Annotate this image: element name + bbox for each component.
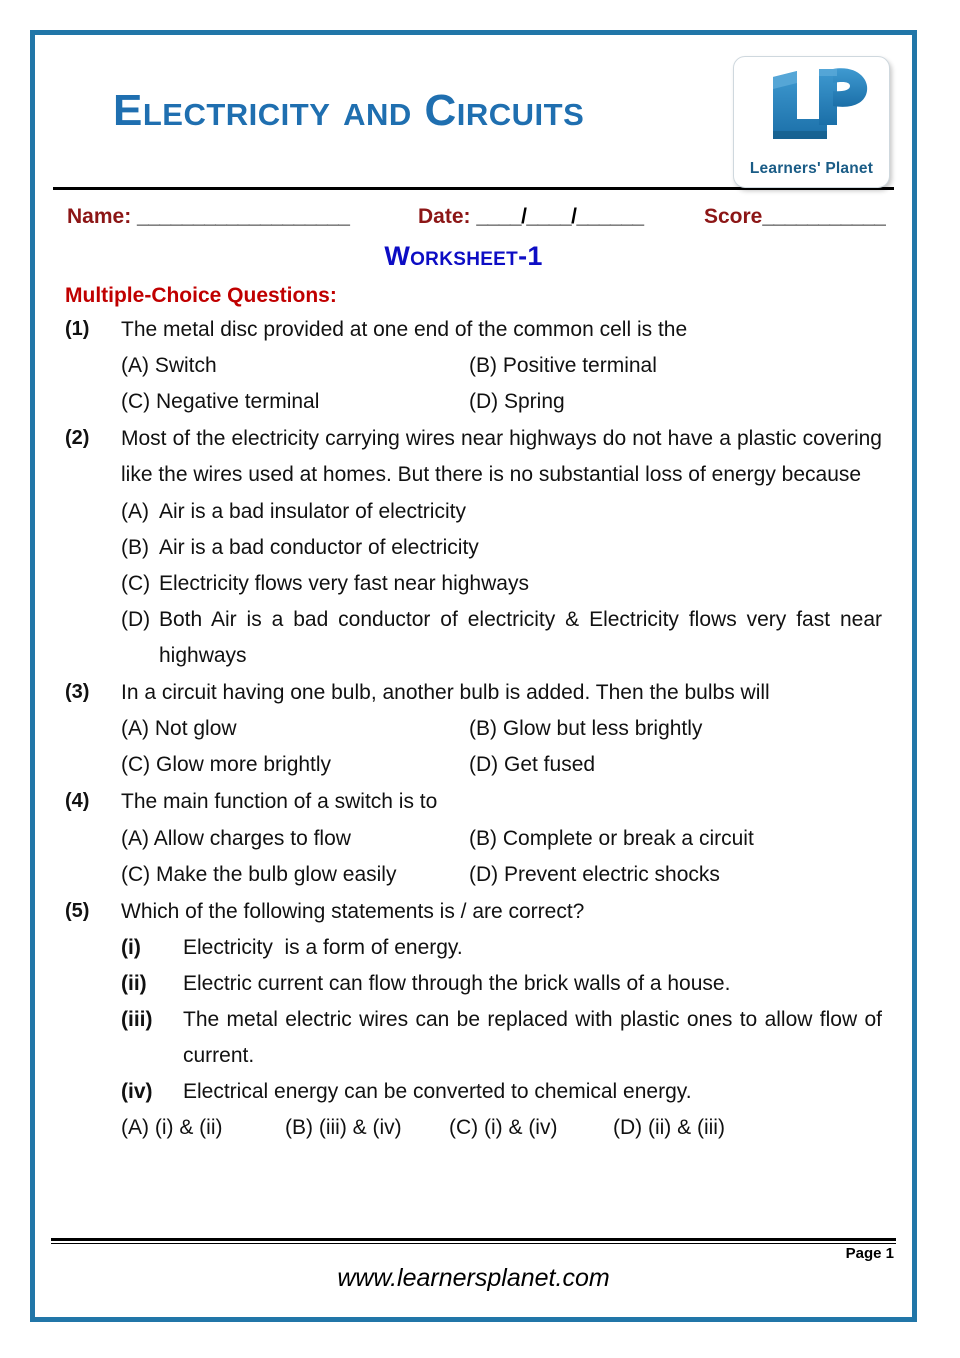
statement-text: Electrical energy can be converted to chemical energy.: [183, 1080, 692, 1104]
option-tag: (A): [121, 354, 149, 378]
question-3-option-d[interactable]: [469, 747, 882, 783]
page-footer: [51, 1238, 896, 1309]
question-4-option-a[interactable]: [121, 821, 469, 857]
question-4-option-d[interactable]: [469, 857, 882, 893]
statement-tag: (ii): [121, 971, 147, 995]
question-1-number: (1): [65, 318, 90, 340]
statement-tag: (iv): [121, 1080, 153, 1104]
question-4-text: The main function of a switch is to: [121, 790, 438, 814]
question-2-number: (2): [65, 427, 90, 450]
question-4-option-c[interactable]: [121, 857, 469, 893]
question-5-option-b[interactable]: (B) (iii) & (iv): [285, 1116, 402, 1140]
option-tag: (C): [121, 753, 151, 777]
option-text: Air is a bad conductor of electricity: [159, 535, 479, 559]
question-5-statement-ii: [121, 966, 882, 1002]
question-3-option-b[interactable]: [469, 711, 882, 747]
name-blank[interactable]: ___________________: [137, 205, 350, 228]
option-text: Not glow: [154, 717, 237, 741]
page-title: Electricity and Circuits: [113, 86, 585, 135]
statement-text: The metal electric wires can be replaced with plastic ones to allow flow of current.: [183, 1008, 888, 1068]
option-text: Positive terminal: [502, 354, 657, 378]
question-2-option-c[interactable]: [121, 566, 882, 602]
question-2-options: [121, 494, 882, 675]
option-tag: (B): [121, 535, 149, 559]
question-3-options: [121, 711, 882, 783]
question-1-options: [121, 348, 882, 420]
worksheet-subtitle: Worksheet-1: [384, 241, 543, 271]
option-text: Allow charges to flow: [153, 826, 351, 850]
option-text: Spring: [504, 390, 565, 414]
question-2-option-a[interactable]: [121, 494, 882, 530]
footer-divider-thick: [51, 1238, 896, 1241]
score-label: Score: [704, 205, 763, 228]
question-1-text: The metal disc provided at one end of the common cell is the: [121, 318, 688, 341]
student-info-row: [51, 201, 896, 245]
name-label: Name:: [67, 205, 132, 228]
lp-monogram-icon: [734, 63, 889, 151]
question-2-text: Most of the electricity carrying wires near highways do not have a plastic covering like the wires used at homes. But there is no substantial loss of energy because: [121, 427, 882, 487]
question-2: [65, 421, 882, 674]
score-blank[interactable]: ___________: [762, 205, 886, 228]
question-5-statement-iii: [121, 1002, 888, 1074]
question-1-option-d[interactable]: [469, 384, 882, 420]
worksheet-page: [30, 30, 917, 1322]
section-heading: Multiple-Choice Questions:: [65, 284, 337, 307]
option-text: Negative terminal: [156, 390, 320, 414]
learners-planet-logo: [733, 56, 890, 188]
question-5-answer-options: [121, 1110, 882, 1146]
question-2-option-d[interactable]: [121, 602, 882, 674]
question-3: [65, 675, 882, 783]
question-3-option-a[interactable]: [121, 711, 469, 747]
option-text: Make the bulb glow easily: [156, 862, 397, 886]
name-field-group[interactable]: [67, 205, 349, 229]
option-text: Glow but less brightly: [502, 717, 703, 741]
question-5-statements: [121, 930, 888, 1111]
questions-container: [51, 284, 896, 1147]
statement-tag: (i): [121, 935, 141, 959]
question-4-number: (4): [65, 790, 90, 813]
option-tag: (B): [469, 354, 497, 378]
statement-text: Electric current can flow through the brick walls of a house.: [183, 971, 731, 995]
question-5: [65, 894, 888, 1147]
question-1-option-c[interactable]: [121, 384, 469, 420]
option-tag: (C): [121, 862, 151, 886]
question-5-text: Which of the following statements is / are correct?: [121, 899, 585, 923]
option-tag: (D): [469, 862, 499, 886]
option-tag: (D): [121, 607, 151, 631]
question-4-options: [121, 821, 882, 893]
option-tag: (B): [469, 826, 497, 850]
statement-text: Electricity is a form of energy.: [183, 935, 463, 959]
option-tag: (C): [121, 571, 151, 595]
question-3-text: In a circuit having one bulb, another bulb is added. Then the bulbs will: [121, 681, 770, 705]
question-2-option-b[interactable]: [121, 530, 882, 566]
question-5-statement-iv: [121, 1074, 882, 1110]
page-header: [51, 35, 896, 187]
statement-tag: (iii): [121, 1008, 153, 1032]
option-text: Both Air is a bad conductor of electricity & Electricity flows very fast near highways: [159, 607, 882, 667]
footer-divider-thin: [51, 1243, 896, 1244]
question-5-option-a[interactable]: (A) (i) & (ii): [121, 1116, 223, 1140]
date-year-blank[interactable]: ______: [576, 205, 644, 228]
option-tag: (B): [469, 717, 497, 741]
option-text: Get fused: [504, 753, 596, 777]
option-tag: (D): [469, 753, 499, 777]
option-text: Switch: [154, 354, 217, 378]
date-label: Date:: [418, 205, 471, 228]
question-1-option-a[interactable]: [121, 348, 469, 384]
question-3-option-c[interactable]: [121, 747, 469, 783]
option-text: Electricity flows very fast near highways: [159, 571, 529, 595]
option-text: Glow more brightly: [156, 753, 332, 777]
date-day-blank[interactable]: ____: [476, 205, 522, 228]
option-text: Air is a bad insulator of electricity: [159, 499, 466, 523]
date-month-blank[interactable]: ____: [526, 205, 572, 228]
option-tag: (A): [121, 717, 149, 741]
score-field-group[interactable]: [704, 205, 885, 229]
page-number: Page 1: [845, 1245, 894, 1262]
question-3-number: (3): [65, 681, 90, 704]
option-tag: (C): [121, 390, 151, 414]
question-5-statement-i: [121, 930, 882, 966]
question-4-option-b[interactable]: [469, 821, 882, 857]
question-5-option-d[interactable]: (D) (ii) & (iii): [613, 1116, 725, 1140]
question-1: [65, 312, 882, 420]
question-1-option-b[interactable]: [469, 348, 882, 384]
option-text: Complete or break a circuit: [502, 826, 754, 850]
date-field-group[interactable]: [418, 205, 644, 229]
question-5-option-c[interactable]: (C) (i) & (iv): [449, 1116, 558, 1140]
question-4: [65, 784, 882, 892]
option-tag: (A): [121, 826, 149, 850]
option-tag: (D): [469, 390, 499, 414]
question-5-number: (5): [65, 899, 90, 922]
website-url[interactable]: www.learnersplanet.com: [337, 1264, 610, 1292]
date-separator-1: /: [521, 205, 527, 228]
logo-brand-text: Learners' Planet: [749, 160, 874, 177]
option-tag: (A): [121, 499, 149, 523]
option-text: Prevent electric shocks: [504, 862, 720, 886]
date-separator-2: /: [571, 205, 577, 228]
